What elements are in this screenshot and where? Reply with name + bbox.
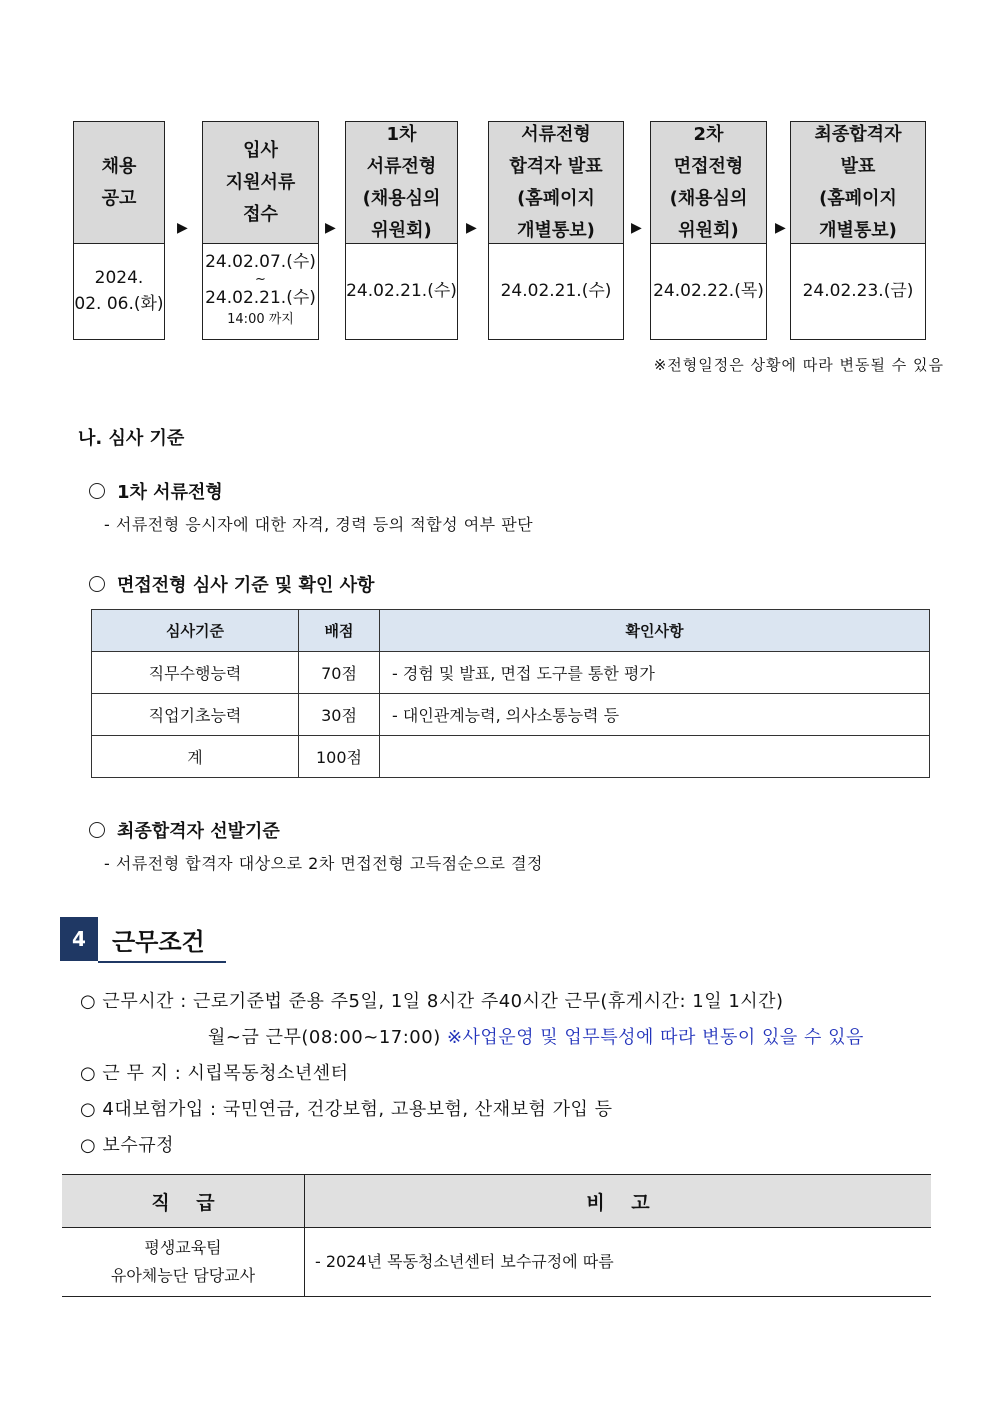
subsection-title: 면접전형 심사 기준 및 확인 사항 [117,575,375,596]
pay-title: ○ 보수규정 [80,1135,174,1156]
subsection-title: 최종합격자 선발기준 [117,821,280,842]
table-header: 직 급 [62,1175,305,1228]
step-date-line: 24.02.21.(수) [205,288,316,308]
grade-line: 평생교육팀 [144,1238,222,1257]
step-document-screening [345,121,458,340]
table-header: 확인사항 [380,610,930,652]
arrow-icon: ▶ [325,220,336,236]
table-cell [62,1228,305,1297]
table-cell: - 2024년 목동청소년센터 보수규정에 따름 [305,1228,932,1297]
step-head-line: 개별통보) [819,219,897,241]
table-row [92,694,930,736]
step-date [203,243,318,339]
table-row [92,736,930,778]
insurance: ○ 4대보험가입 : 국민연금, 건강보험, 고용보험, 산재보험 가입 등 [80,1099,613,1120]
step-head-line: 접수 [243,203,278,225]
circle-bullet-icon [89,822,105,838]
table-header-row [62,1175,931,1228]
table-header: 비 고 [305,1175,932,1228]
step-head-line: 위원회) [371,219,432,241]
step-head [791,122,925,244]
step-head-line: (채용심의 [669,187,748,209]
step-head-line: 최종합격자 [814,123,902,145]
step-date-line: 24.02.22.(목) [653,281,764,301]
step-head [203,122,318,244]
subsection-interview [89,571,374,597]
step-head-line: 공고 [101,187,137,209]
step-head-line: 개별통보) [517,219,595,241]
table-row [92,652,930,694]
step-head-line: (홈페이지 [819,187,897,209]
work-hours-note: ※사업운영 및 업무특성에 따라 변동이 있을 수 있음 [446,1027,864,1048]
step-final-result [790,121,926,340]
step-date [791,243,925,339]
step-head [489,122,623,244]
schedule-note: ※전형일정은 상황에 따라 변동될 수 있음 [653,356,944,374]
table-cell [380,736,930,778]
step-document-result [488,121,624,340]
step-date-line: 24.02.07.(수) [205,252,316,272]
step-application [202,121,319,340]
step-head-line: 입사 [243,139,278,161]
final-desc: - 서류전형 합격자 대상으로 2차 면접전형 고득점순으로 결정 [104,854,543,873]
arrow-icon: ▶ [775,220,786,236]
step-date [489,243,623,339]
step-head-line: (채용심의 [362,187,441,209]
first-screening-desc: - 서류전형 응시자에 대한 자격, 경력 등의 적합성 여부 판단 [104,515,534,534]
step-head-line: 2차 [693,123,724,145]
step-head [346,122,457,244]
table-cell: 30점 [299,694,380,736]
table-cell: 직업기초능력 [92,694,299,736]
step-date-line: 24.02.21.(수) [500,281,612,301]
circle-bullet-icon [89,483,105,499]
step-head-line: 서류전형 [521,123,591,145]
arrow-icon: ▶ [177,220,188,236]
section-title: 나. 심사 기준 [78,428,185,449]
step-head-line: 지원서류 [225,171,296,193]
arrow-icon: ▶ [466,220,477,236]
step-date-line: 2024. [94,268,144,288]
step-head-line: 합격자 발표 [509,155,603,177]
circle-bullet-icon [89,576,105,592]
step-head-line: 면접전형 [673,155,744,177]
step-head-line: 채용 [101,155,137,177]
table-cell: 직무수행능력 [92,652,299,694]
table-cell: 100점 [299,736,380,778]
subsection-title: 1차 서류전형 [117,482,223,503]
table-header: 심사기준 [92,610,299,652]
step-date [651,243,766,339]
step-head-line: 위원회) [678,219,739,241]
section-number-badge: 4 [60,917,98,961]
table-cell: 계 [92,736,299,778]
grade-line: 유아체능단 담당교사 [110,1266,256,1285]
step-date [74,243,164,339]
subsection-final [89,817,280,843]
step-date-line: 24.02.23.(금) [802,281,914,301]
table-row [62,1228,931,1297]
table-header-row [92,610,930,652]
step-date-line: 02. 06.(화) [74,294,164,314]
pay-table [62,1174,931,1297]
table-cell: - 경험 및 발표, 면접 도구를 통한 평가 [380,652,930,694]
table-header: 배점 [299,610,380,652]
step-head [651,122,766,244]
interview-criteria-table [91,609,930,778]
work-hours-line1: ○ 근무시간 : 근로기준법 준용 주5일, 1일 8시간 주40시간 근무(휴게시간: 1일 1시간) [80,991,784,1012]
work-location: ○ 근 무 지 : 시립목동청소년센터 [80,1063,349,1084]
step-head-line: (홈페이지 [517,187,595,209]
work-hours-line2 [208,1023,864,1049]
step-time: 14:00 까지 [227,312,294,327]
step-head-line: 발표 [840,155,876,177]
section4-underline [98,961,226,963]
step-head-line: 서류전형 [366,155,437,177]
table-cell: - 대인관계능력, 의사소통능력 등 [380,694,930,736]
step-date-line: 24.02.21.(수) [346,281,457,301]
step-recruit-notice [73,121,165,340]
work-days: 월~금 근무(08:00~17:00) [208,1027,447,1048]
section4-title: 근무조건 [112,928,205,956]
step-head-line: 1차 [386,123,417,145]
table-cell: 70점 [299,652,380,694]
subsection-first-screening [89,478,223,504]
step-date-line: ~ [255,272,266,287]
step-date [346,243,457,339]
arrow-icon: ▶ [631,220,642,236]
step-head [74,122,164,244]
step-interview [650,121,767,340]
